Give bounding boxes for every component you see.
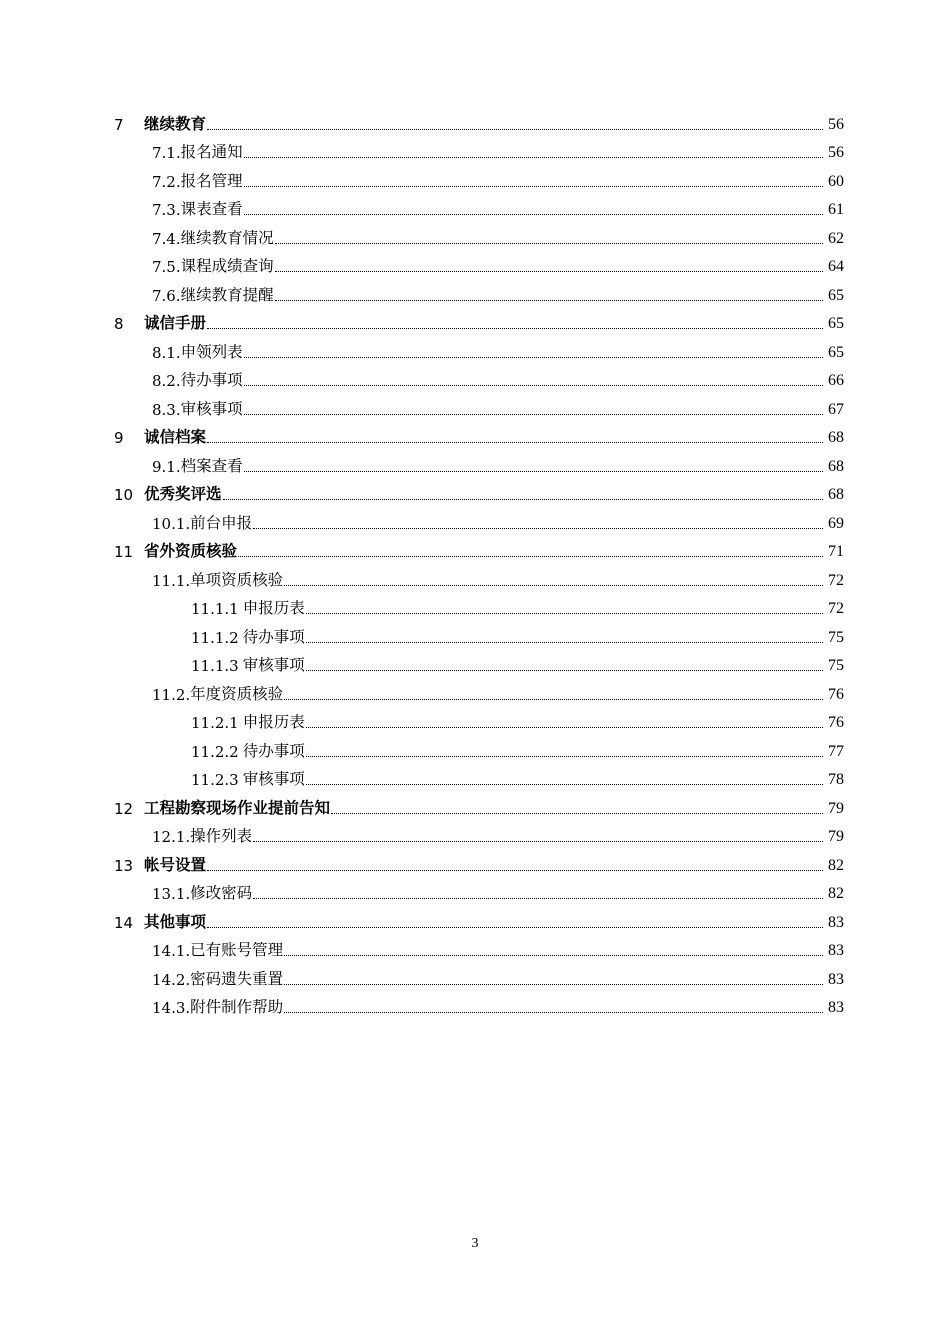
toc-entry-page: 76 (828, 685, 844, 703)
toc-entry-page: 83 (828, 942, 844, 959)
toc-entry-heading (191, 596, 305, 618)
toc-entry-page: 68 (828, 429, 844, 446)
toc-entry[interactable] (0, 533, 950, 562)
toc-entry-page: 77 (828, 742, 844, 760)
toc-entry[interactable] (0, 476, 950, 505)
toc-entry-heading (114, 539, 237, 561)
toc-entry-heading (114, 482, 222, 504)
toc-entry-page: 83 (828, 913, 844, 931)
toc-entry-page: 67 (828, 400, 844, 418)
toc-entry[interactable] (0, 419, 950, 448)
toc-entry-title: 申报历表 (242, 599, 305, 617)
toc-dot-leader (244, 184, 823, 187)
toc-entry[interactable] (0, 960, 950, 989)
toc-entry-heading (114, 853, 206, 875)
toc-entry-heading (114, 796, 330, 818)
toc-entry[interactable] (0, 989, 950, 1018)
toc-entry[interactable] (0, 276, 950, 305)
toc-entry-heading (152, 995, 283, 1017)
toc-dot-leader (306, 754, 823, 757)
toc-entry-page: 82 (828, 856, 844, 874)
toc-entry[interactable] (0, 305, 950, 334)
toc-entry-number: 11.1.1 (191, 600, 239, 618)
toc-entry[interactable] (0, 818, 950, 847)
toc-entry-heading (152, 283, 274, 305)
toc-entry-heading (152, 226, 274, 248)
toc-entry-heading (152, 140, 243, 162)
toc-entry[interactable] (0, 875, 950, 904)
toc-entry-heading (152, 511, 252, 533)
toc-entry-title: 继续教育情况 (180, 228, 274, 247)
toc-entry-page: 66 (828, 372, 844, 389)
toc-entry[interactable] (0, 704, 950, 733)
toc-entry-number: 9 (114, 429, 124, 447)
toc-entry-number: 11.2.3 (191, 771, 239, 789)
toc-dot-leader (284, 583, 823, 586)
toc-entry-title: 待办事项 (180, 371, 243, 389)
toc-entry-number: 13.1. (152, 885, 191, 903)
toc-entry-number: 11.2. (152, 685, 191, 704)
table-of-contents (0, 105, 950, 1017)
toc-entry-heading (152, 397, 243, 419)
toc-entry-heading (191, 739, 305, 761)
toc-entry[interactable] (0, 362, 950, 391)
toc-entry-heading (191, 653, 305, 675)
toc-entry-heading (152, 454, 243, 476)
toc-entry-number: 7.2. (152, 172, 181, 191)
toc-entry-heading (152, 881, 252, 903)
toc-entry-number: 13 (114, 856, 134, 875)
toc-dot-leader (207, 868, 823, 871)
toc-entry[interactable] (0, 675, 950, 704)
toc-dot-leader (238, 554, 823, 557)
toc-entry-number: 14.1. (152, 942, 191, 960)
toc-entry-heading (152, 254, 274, 276)
toc-entry-heading (114, 910, 206, 932)
toc-entry-number: 11.2.2 (191, 742, 239, 761)
toc-entry-number: 10 (114, 486, 134, 504)
toc-entry-heading (152, 824, 252, 846)
toc-entry-number: 12 (114, 799, 134, 818)
toc-entry[interactable] (0, 618, 950, 647)
toc-entry-page: 83 (828, 999, 844, 1016)
toc-entry-page: 79 (828, 799, 844, 817)
toc-dot-leader (284, 953, 823, 956)
toc-entry-page: 79 (828, 828, 844, 845)
toc-entry[interactable] (0, 590, 950, 619)
toc-entry-number: 11.1.3 (191, 657, 239, 675)
toc-entry-page: 78 (828, 771, 844, 788)
toc-entry-number: 11.1. (152, 571, 191, 590)
toc-entry-heading (191, 767, 305, 789)
toc-entry-title: 课表查看 (180, 200, 243, 218)
toc-dot-leader (207, 326, 823, 329)
toc-entry-number: 10.1. (152, 514, 191, 533)
toc-entry-heading (114, 112, 206, 134)
toc-entry[interactable] (0, 561, 950, 590)
toc-entry-title: 待办事项 (242, 741, 305, 760)
toc-entry-page: 82 (828, 885, 844, 902)
toc-dot-leader (207, 127, 823, 130)
toc-dot-leader (331, 811, 823, 814)
toc-entry-page: 64 (828, 258, 844, 275)
toc-entry-title: 帐号设置 (144, 855, 207, 874)
toc-entry-page: 56 (828, 144, 844, 161)
toc-entry-number: 7.3. (152, 201, 181, 219)
toc-entry[interactable] (0, 447, 950, 476)
toc-entry[interactable] (0, 789, 950, 818)
page-number: 3 (471, 1236, 479, 1251)
toc-dot-leader (253, 896, 823, 899)
toc-entry-title: 申报历表 (242, 713, 305, 731)
toc-entry[interactable] (0, 846, 950, 875)
toc-entry[interactable] (0, 932, 950, 961)
toc-dot-leader (306, 640, 823, 643)
toc-dot-leader (223, 497, 823, 500)
toc-dot-leader (284, 697, 823, 700)
toc-entry-title: 单项资质核验 (190, 570, 284, 589)
toc-entry-number: 7.5. (152, 258, 181, 276)
toc-entry-title: 申领列表 (180, 342, 243, 361)
toc-entry-heading (191, 710, 305, 732)
toc-entry-number: 12.1. (152, 828, 191, 846)
toc-entry-title: 继续教育 (144, 114, 207, 133)
toc-entry-title: 档案查看 (180, 456, 243, 475)
toc-entry-title: 其他事项 (144, 912, 207, 931)
toc-entry-number: 14.3. (152, 999, 191, 1017)
toc-dot-leader (244, 412, 823, 415)
toc-entry-heading (152, 682, 283, 704)
toc-entry-title: 诚信手册 (144, 314, 207, 332)
toc-dot-leader (244, 469, 823, 472)
toc-entry-title: 工程勘察现场作业提前告知 (144, 798, 331, 817)
toc-dot-leader (244, 212, 823, 215)
toc-entry-title: 年度资质核验 (190, 684, 284, 703)
toc-entry-heading (114, 425, 206, 447)
toc-entry-page: 68 (828, 457, 844, 475)
toc-entry-title: 报名通知 (180, 143, 243, 161)
toc-entry-page: 61 (828, 201, 844, 218)
toc-dot-leader (284, 1010, 823, 1013)
toc-entry-number: 8 (114, 315, 124, 333)
toc-entry[interactable] (0, 134, 950, 163)
toc-entry[interactable] (0, 191, 950, 220)
toc-entry-title: 操作列表 (190, 827, 253, 845)
toc-dot-leader (306, 782, 823, 785)
toc-entry-number: 9.1. (152, 457, 181, 476)
toc-entry-page: 65 (828, 315, 844, 332)
toc-dot-leader (306, 725, 823, 728)
toc-entry-page: 68 (828, 486, 844, 503)
toc-entry-title: 修改密码 (190, 884, 253, 902)
toc-entry-title: 报名管理 (180, 171, 243, 190)
toc-dot-leader (253, 839, 823, 842)
toc-dot-leader (244, 155, 823, 158)
toc-entry-page: 71 (828, 543, 844, 560)
toc-entry-title: 省外资质核验 (144, 542, 238, 560)
toc-entry-title: 审核事项 (180, 399, 243, 418)
toc-entry-number: 8.3. (152, 400, 181, 419)
toc-entry[interactable] (0, 219, 950, 248)
toc-entry-title: 继续教育提醒 (180, 285, 274, 304)
toc-entry-heading (152, 938, 283, 960)
toc-entry-number: 7.1. (152, 144, 181, 162)
toc-entry-number: 8.1. (152, 343, 181, 362)
toc-dot-leader (284, 982, 823, 985)
toc-entry-heading (114, 311, 206, 333)
toc-entry-number: 14 (114, 913, 134, 932)
toc-entry-page: 65 (828, 343, 844, 361)
toc-entry-page: 72 (828, 600, 844, 617)
toc-entry-heading (152, 169, 243, 191)
toc-dot-leader (244, 383, 823, 386)
toc-entry-title: 已有账号管理 (190, 941, 284, 959)
toc-entry-heading (152, 340, 243, 362)
toc-entry-page: 75 (828, 628, 844, 646)
toc-entry-title: 优秀奖评选 (144, 485, 222, 503)
toc-entry[interactable] (0, 333, 950, 362)
toc-entry-heading (152, 568, 283, 590)
toc-dot-leader (244, 355, 823, 358)
toc-dot-leader (275, 269, 823, 272)
toc-entry-title: 审核事项 (242, 770, 305, 788)
toc-entry-number: 8.2. (152, 372, 181, 390)
toc-entry-title: 附件制作帮助 (190, 998, 284, 1016)
toc-entry-page: 75 (828, 657, 844, 674)
toc-entry-number: 7.4. (152, 229, 181, 248)
toc-entry-page: 83 (828, 970, 844, 988)
toc-entry-number: 11.2.1 (191, 714, 239, 732)
toc-entry-page: 60 (828, 172, 844, 190)
toc-entry-title: 课程成绩查询 (180, 257, 274, 275)
toc-entry-number: 11 (114, 543, 134, 561)
toc-entry-page: 76 (828, 714, 844, 731)
toc-entry[interactable] (0, 248, 950, 277)
toc-entry[interactable] (0, 732, 950, 761)
toc-entry-number: 7.6. (152, 286, 181, 305)
toc-entry[interactable] (0, 647, 950, 676)
toc-entry-number: 11.1.2 (191, 628, 239, 647)
toc-entry[interactable] (0, 105, 950, 134)
toc-entry[interactable] (0, 162, 950, 191)
toc-dot-leader (275, 241, 823, 244)
toc-entry[interactable] (0, 390, 950, 419)
toc-entry-page: 65 (828, 286, 844, 304)
toc-entry[interactable] (0, 761, 950, 790)
toc-entry-heading (152, 368, 243, 390)
toc-entry-number: 14.2. (152, 970, 191, 989)
toc-dot-leader (275, 298, 823, 301)
toc-entry-title: 密码遗失重置 (190, 969, 284, 988)
toc-entry-heading (191, 625, 305, 647)
toc-entry-heading (152, 967, 283, 989)
toc-dot-leader (253, 526, 823, 529)
toc-entry-number: 7 (114, 115, 124, 134)
toc-entry-title: 前台申报 (190, 513, 253, 532)
toc-entry-title: 待办事项 (242, 627, 305, 646)
toc-entry-title: 审核事项 (242, 656, 305, 674)
toc-entry[interactable] (0, 903, 950, 932)
toc-dot-leader (306, 668, 823, 671)
toc-entry-page: 69 (828, 514, 844, 532)
toc-entry-page: 62 (828, 229, 844, 247)
toc-dot-leader (207, 925, 823, 928)
toc-entry-title: 诚信档案 (144, 428, 207, 446)
toc-dot-leader (207, 440, 823, 443)
toc-entry[interactable] (0, 504, 950, 533)
toc-dot-leader (306, 611, 823, 614)
toc-entry-page: 72 (828, 571, 844, 589)
toc-entry-heading (152, 197, 243, 219)
toc-entry-page: 56 (828, 115, 844, 133)
